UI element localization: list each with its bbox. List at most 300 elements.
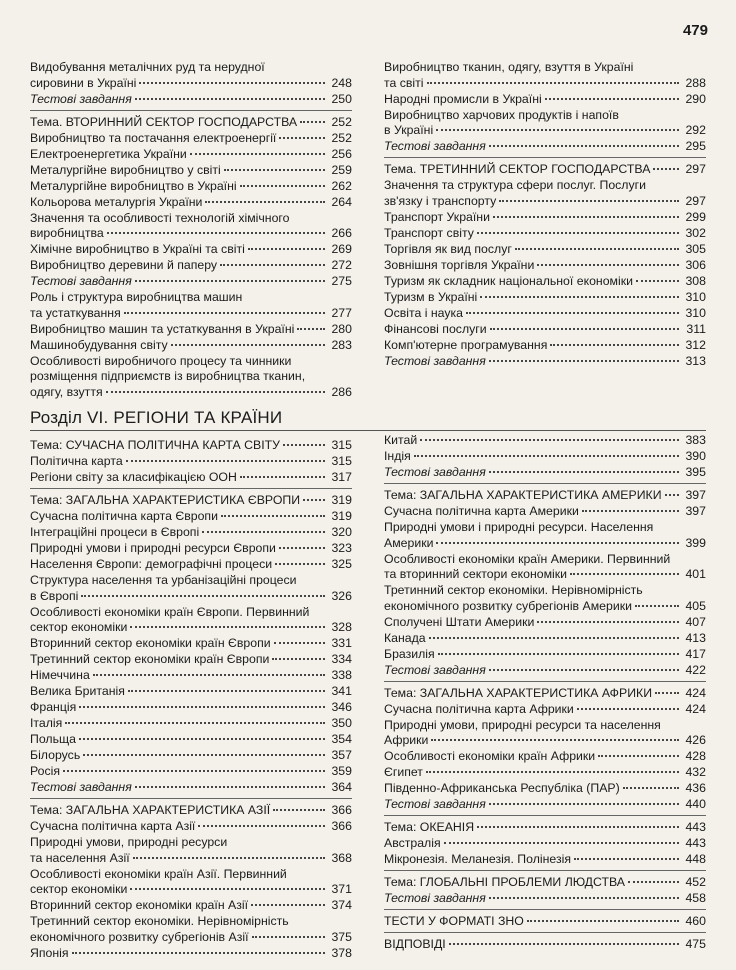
toc-entry-title-line: Третинний сектор економіки. Нерівномірність [30,914,289,928]
toc-entry[interactable] [30,179,352,195]
toc-page-number: 407 [685,614,706,629]
toc-entry[interactable] [384,820,706,836]
toc-entry[interactable] [384,520,706,551]
dot-leader [79,706,325,708]
dot-leader [126,460,325,462]
toc-entry[interactable] [30,748,352,764]
toc-entry-title: Китай [384,433,418,447]
toc-entry-title: Америки [384,535,434,550]
toc-entry-tests[interactable] [384,663,706,679]
dot-leader [489,803,679,805]
toc-entry[interactable] [30,898,352,914]
toc-entry-title: Тестові завдання [384,662,486,677]
section-divider [30,110,352,111]
toc-entry-title: та населення Азії [30,850,130,865]
toc-page-number: 395 [685,465,706,479]
toc-entry-title: сектор економіки [30,620,128,634]
section-divider [384,870,706,871]
toc-entry[interactable] [384,647,706,663]
toc-entry[interactable] [30,684,352,700]
toc-entry-title: Сучасна політична карта Америки [384,504,579,518]
toc-page-number: 424 [685,701,706,716]
toc-entry-title: Росія [30,764,61,778]
toc-page-number: 405 [685,598,706,613]
toc-entry-title: Тема: ЗАГАЛЬНА ХАРАКТЕРИСТИКА АФРИКИ [384,685,653,700]
toc-page-number: 424 [685,685,706,700]
dot-leader [444,842,679,844]
section-divider [384,681,706,682]
toc-page-number: 338 [331,668,352,682]
toc-entry-title: Тестові завдання [384,797,486,811]
toc-entry-title: Тема. ТРЕТИННИЙ СЕКТОР ГОСПОДАРСТВА [384,162,651,176]
dot-leader [135,280,325,282]
dot-leader [128,690,325,692]
toc-page-number: 397 [685,488,706,502]
toc-page-number: 366 [331,819,352,833]
toc-entry-title: ТЕСТИ У ФОРМАТІ ЗНО [384,914,524,928]
toc-entry-title: сировини в Україні [30,75,137,90]
toc-page-number: 292 [685,123,706,137]
dot-leader [251,904,325,906]
toc-page-number: 325 [331,557,352,571]
toc-page-number: 390 [685,449,706,463]
toc-page-number: 295 [685,139,706,153]
toc-entry[interactable] [30,211,352,242]
toc-entry[interactable] [384,686,706,702]
toc-entry-title-line: Роль і структура виробництва машин [30,290,243,304]
toc-entry-title: Бразилія [384,646,435,661]
toc-entry[interactable] [384,162,706,178]
toc-entry[interactable] [384,583,706,614]
toc-entry[interactable] [30,338,352,354]
dot-leader [133,857,325,859]
toc-entry-tests[interactable] [384,354,706,370]
toc-entry-title-line: Видобування металічних руд та нерудної [30,60,265,74]
section-title: Розділ VI. РЕГІОНИ ТА КРАЇНИ [30,408,283,427]
toc-entry[interactable] [384,306,706,322]
toc-page-number: 341 [331,684,352,698]
toc-page-number: 299 [685,209,706,224]
toc-entry[interactable] [30,195,352,211]
dot-leader [653,168,679,170]
toc-page-number: 443 [685,820,706,834]
toc-entry-title-line: Виробництво харчових продуктів і напоїв [384,107,619,122]
dot-leader [490,328,679,330]
dot-leader [574,858,679,860]
toc-entry-title: Торгівля як вид послуг [384,241,512,256]
toc-page-number: 315 [331,438,352,452]
toc-entry-title: Сучасна політична карта Азії [30,819,196,833]
toc-page-number: 401 [685,567,706,581]
toc-entry-title: в Європі [30,588,79,603]
dot-leader [283,444,325,446]
toc-entry[interactable] [30,803,352,819]
toc-entry-title: Австралія [384,836,441,850]
toc-page-number: 368 [331,850,352,865]
toc-entry[interactable] [30,438,352,454]
dot-leader [427,82,679,84]
dot-leader [205,201,325,203]
dot-leader [477,826,679,828]
toc-entry-title-line: Природні умови і природні ресурси. Населення [384,520,654,534]
toc-entry-title: Особливості економіки країн Африки [384,749,596,763]
section-divider [30,488,352,489]
toc-entry[interactable] [30,509,352,525]
toc-entry-tests[interactable] [384,139,706,155]
toc-entry[interactable] [384,60,706,91]
toc-entry[interactable] [30,541,352,557]
toc-entry-title: Регіони світу за класифікацією ООН [30,470,237,484]
dot-leader [537,264,679,266]
dot-leader [303,499,325,501]
dot-leader [221,515,325,517]
toc-page-number: 302 [685,225,706,240]
toc-page-number: 256 [331,146,352,161]
toc-entry-title: Сучасна політична карта Африки [384,701,574,716]
toc-page-number: 310 [685,289,706,304]
section-divider [384,909,706,910]
toc-entry-title: Комп'ютерне програмування [384,337,548,352]
toc-entry[interactable] [30,636,352,652]
toc-entry-title-line: Особливості економіки країн Європи. Первинний [30,604,310,619]
dot-leader [106,391,325,393]
toc-page-number: 328 [331,620,352,634]
dot-leader [527,920,679,922]
toc-entry[interactable] [30,290,352,321]
toc-entry[interactable] [384,852,706,868]
toc-entry[interactable] [384,274,706,290]
toc-entry[interactable] [30,322,352,338]
toc-page-number: 248 [331,75,352,90]
toc-entry-title: зв'язку і транспорту [384,193,497,208]
toc-entry-title-line: Особливості економіки країн Америки. Первинний [384,551,671,566]
toc-entry-title: Електроенергетика України [30,146,187,161]
dot-leader [272,658,325,660]
toc-entry[interactable] [384,781,706,797]
dot-leader [537,621,679,623]
dot-leader [220,264,325,266]
toc-entry-title: Транспорт України [384,209,490,224]
toc-entry-title-line: Природні умови, природні ресурси [30,835,228,849]
dot-leader [438,653,679,655]
dot-leader [79,738,325,740]
toc-entry[interactable] [384,92,706,108]
toc-entry-title: Транспорт світу [384,225,474,240]
toc-page-number: 297 [685,162,706,176]
toc-entry-title: Італія [30,716,63,730]
toc-entry-title: Тема: ЗАГАЛЬНА ХАРАКТЕРИСТИКА АМЕРИКИ [384,488,662,502]
dot-leader [274,642,325,644]
toc-page-number: 397 [685,504,706,518]
toc-page-number: 288 [685,75,706,90]
toc-page-number: 297 [685,193,706,208]
toc-entry[interactable] [30,764,352,780]
dot-leader [635,605,679,607]
dot-leader [466,312,679,314]
dot-leader [240,185,325,187]
toc-entry-title: Тема: ЗАГАЛЬНА ХАРАКТЕРИСТИКА АЗІЇ [30,803,271,817]
dot-leader [273,809,325,811]
toc-entry-title: Мікронезія. Меланезія. Полінезія [384,852,572,866]
toc-entry-title: Тестові завдання [384,891,486,905]
toc-entry[interactable] [384,433,706,449]
toc-page-number: 319 [331,509,352,523]
section-divider [384,483,706,484]
toc-entry-title: сектор економіки [30,882,128,896]
toc-page-number: 262 [331,178,352,193]
toc-entry-title: економічного розвитку субрегіонів Азії [30,929,249,944]
toc-page-number: 286 [331,384,352,399]
toc-entry-tests[interactable] [384,797,706,813]
toc-entry[interactable] [384,290,706,306]
toc-entry[interactable] [30,115,352,131]
toc-entry-tests[interactable] [30,780,352,796]
toc-page-number: 264 [331,194,352,209]
toc-entry[interactable] [30,946,352,962]
toc-entry[interactable] [384,178,706,209]
toc-entry-title: та устаткування [30,305,121,320]
toc-entry[interactable] [384,504,706,520]
toc-page-number: 371 [331,882,352,896]
toc-page-number: 359 [331,764,352,778]
toc-entry-title-line: Особливості виробничого процесу та чинники [30,353,292,368]
toc-entry-title: Тема: СУЧАСНА ПОЛІТИЧНА КАРТА СВІТУ [30,438,280,452]
section-divider [384,815,706,816]
dot-leader [545,98,679,100]
dot-leader [577,708,679,710]
toc-entry[interactable] [384,749,706,765]
toc-page-number: 308 [685,273,706,288]
toc-entry-title: Тестові завдання [384,139,486,153]
toc-page-number: 259 [331,162,352,177]
toc-page-number: 346 [331,700,352,714]
dot-leader [83,754,325,756]
toc-entry-title: Франція [30,700,77,714]
dot-leader [480,296,679,298]
dot-leader [665,494,679,496]
toc-entry-tests[interactable] [30,274,352,290]
toc-page-number: 378 [331,945,352,960]
dot-leader [582,510,679,512]
dot-leader [279,547,325,549]
dot-leader [72,952,325,954]
dot-leader [515,248,679,250]
toc-entry-title: Хімічне виробництво в Україні та світі [30,242,245,256]
toc-page-number: 319 [331,493,352,507]
toc-entry[interactable] [384,765,706,781]
dot-leader [81,595,325,597]
toc-page-number: 312 [685,337,706,352]
toc-entry-title: Південно-Африканська Республіка (ПАР) [384,781,620,795]
toc-entry[interactable] [30,700,352,716]
toc-entry-title-line: Значення та структура сфери послуг. Послуги [384,178,646,192]
toc-entry[interactable] [384,322,706,338]
toc-entry[interactable] [30,147,352,163]
toc-page-number: 315 [331,454,352,468]
toc-entry-title: Індія [384,449,411,463]
toc-entry-title: Тема: ЗАГАЛЬНА ХАРАКТЕРИСТИКА ЄВРОПИ [30,493,301,507]
toc-page-number: 432 [685,765,706,779]
toc-entry[interactable] [384,875,706,891]
toc-page-number: 458 [685,891,706,905]
toc-entry-title: Кольорова металургія України [30,194,203,209]
toc-page-number: 277 [331,305,352,320]
toc-entry-title-line: Третинний сектор економіки. Нерівномірність [384,583,643,597]
dot-leader [107,232,325,234]
toc-entry[interactable] [30,242,352,258]
toc-entry-title: та вторинний сектори економіки [384,567,568,581]
dot-leader [489,897,679,899]
toc-entry-title: Народні промисли в Україні [384,91,542,106]
toc-page-number: 436 [685,781,706,795]
toc-entry[interactable] [384,718,706,749]
dot-leader [431,739,679,741]
toc-entry-title: Машинобудування світу [30,337,168,352]
toc-entry[interactable] [384,449,706,465]
toc-entry[interactable] [384,914,706,930]
toc-entry[interactable] [384,702,706,718]
toc-entry[interactable] [30,493,352,509]
toc-entry-title: в Україні [384,123,434,137]
toc-entry-title: Інтеграційні процеси в Європі [30,525,200,539]
toc-entry[interactable] [384,836,706,852]
dot-leader [550,344,679,346]
toc-entry[interactable] [30,354,352,401]
dot-leader [130,888,325,890]
toc-entry[interactable] [30,867,352,898]
toc-entry-title: Велика Британія [30,684,125,698]
toc-entry[interactable] [30,716,352,732]
dot-leader [297,328,325,330]
dot-leader [224,169,325,171]
toc-entry-tests[interactable] [30,92,352,108]
toc-entry-title: Освіта і наука [384,305,464,320]
toc-page-number: 275 [331,274,352,288]
toc-entry-title: Канада [384,630,426,645]
toc-page-number: 252 [331,130,352,145]
dot-leader [636,280,679,282]
toc-entry[interactable] [30,131,352,147]
toc-entry[interactable] [384,338,706,354]
toc-entry[interactable] [30,605,352,636]
toc-page-number: 452 [685,875,706,889]
toc-entry[interactable] [30,652,352,668]
toc-page-number: 266 [331,226,352,240]
toc-page-number: 364 [331,780,352,794]
dot-leader [190,153,325,155]
toc-page-number: 366 [331,803,352,817]
toc-entry[interactable] [30,573,352,604]
dot-leader [139,82,325,84]
toc-entry[interactable] [30,525,352,541]
dot-leader [171,344,325,346]
dot-leader [275,563,325,565]
toc-entry-title: Тестові завдання [30,91,132,106]
dot-leader [202,531,325,533]
toc-page-number: 334 [331,652,352,666]
toc-page-number: 272 [331,258,352,272]
toc-entry[interactable] [384,488,706,504]
dot-leader [623,787,679,789]
dot-leader [489,471,679,473]
toc-entry[interactable] [30,819,352,835]
toc-entry-tests[interactable] [384,465,706,481]
dot-leader [135,98,325,100]
toc-entry-title: Третинний сектор економіки країн Європи [30,652,270,666]
toc-entry[interactable] [384,242,706,258]
toc-entry-title: Виробництво та постачання електроенергії [30,130,277,145]
toc-entry[interactable] [30,835,352,866]
toc-page-number: 443 [685,836,706,850]
dot-leader [655,692,679,694]
toc-entry-title-line: Виробництво тканин, одягу, взуття в Україні [384,60,634,74]
dot-leader [300,121,325,123]
toc-entry[interactable] [30,668,352,684]
dot-leader [570,573,679,575]
dot-leader [198,825,325,827]
toc-entry-title: Тестові завдання [384,465,486,479]
toc-entry[interactable] [384,552,706,583]
toc-entry[interactable] [384,615,706,631]
toc-entry-title: Населення Європи: демографічні процеси [30,557,273,571]
toc-entry[interactable] [384,226,706,242]
dot-leader [248,248,325,250]
toc-page-number: 460 [685,914,706,928]
toc-entry-title-line: Природні умови, природні ресурси та населення [384,717,661,732]
toc-page-number: 422 [685,662,706,677]
toc-entry-title-line: Особливості економіки країн Азії. Первинний [30,866,287,881]
toc-entry-title-line: Структура населення та урбанізаційні процеси [30,573,297,587]
toc-entry[interactable] [384,258,706,274]
toc-page-number: 323 [331,541,352,555]
toc-entry[interactable] [30,454,352,470]
toc-entry-title: Тестові завдання [384,353,486,368]
toc-entry-title: Зовнішня торгівля України [384,257,535,272]
toc-page-number: 305 [685,241,706,256]
toc-entry[interactable] [30,163,352,179]
toc-entry[interactable] [30,732,352,748]
toc-entry[interactable] [30,557,352,573]
dot-leader [436,129,679,131]
toc-entry[interactable] [384,210,706,226]
toc-page-number: 290 [685,91,706,106]
toc-entry-tests[interactable] [384,891,706,907]
toc-page-number: 354 [331,732,352,746]
dot-leader [93,674,325,676]
toc-entry[interactable] [384,631,706,647]
toc-page-number: 383 [685,433,706,447]
toc-entry[interactable] [384,937,706,953]
toc-page-number: 280 [331,321,352,336]
toc-entry[interactable] [30,914,352,945]
toc-page-number: 417 [685,646,706,661]
dot-leader [499,200,679,202]
toc-entry[interactable] [384,108,706,139]
toc-page-number: 357 [331,748,352,762]
toc-entry-title: Туризм в Україні [384,289,478,304]
toc-entry[interactable] [30,60,352,91]
toc-page-number: 440 [685,797,706,811]
toc-entry-title: Тестові завдання [30,274,132,288]
toc-page-number: 428 [685,749,706,763]
dot-leader [489,145,679,147]
toc-entry[interactable] [30,258,352,274]
toc-page-number: 426 [685,733,706,747]
dot-leader [598,755,679,757]
toc-entry[interactable] [30,470,352,486]
toc-entry-title: Вторинний сектор економіки країн Азії [30,898,249,912]
toc-entry-title: Тема: ГЛОБАЛЬНІ ПРОБЛЕМИ ЛЮДСТВА [384,875,625,889]
